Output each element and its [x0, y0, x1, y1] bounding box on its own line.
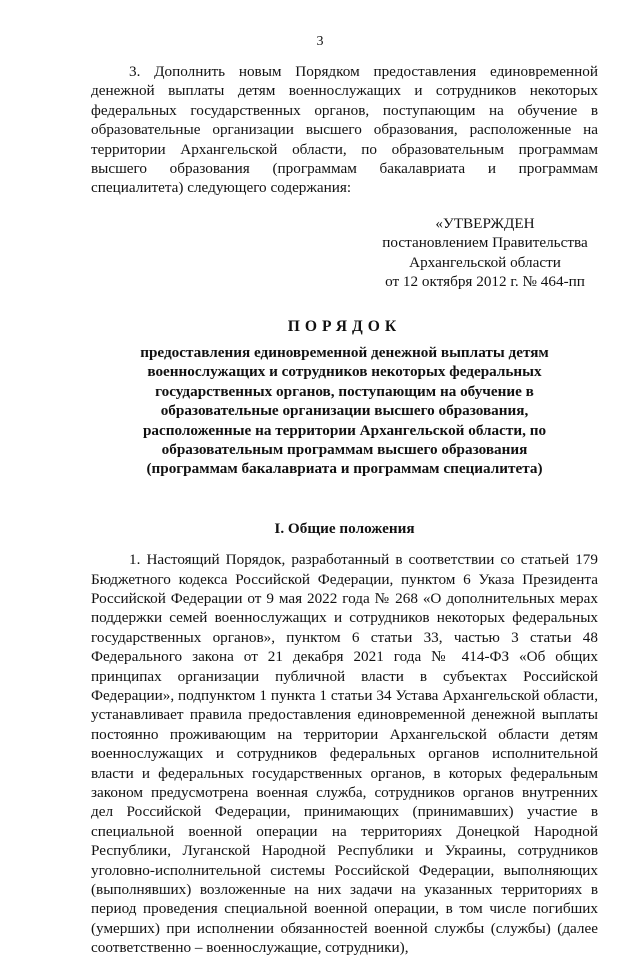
section-heading: I. Общие положения [274, 519, 415, 537]
section-paragraph: 1. Настоящий Порядок, разработанный в соответствии со статьей 179 Бюджетного кодекса Российской Федерации, пунктом 6 Указа Президента Российской Федерации от 9 мая 2022 года № 268 «О дополнительных мерах поддержки семей военнослужащих и сотрудников некоторых федеральных государственных органов», пунктом 6 статьи 33, частью 3 статьи 48 Федерального закона от 21 декабря 2021 года № 414-ФЗ «Об общих принципах организации публичной власти в субъектах Российской Федерации», подпунктом 1 пункта 1 статьи 34 Устава Архангельской области, устанавливает правила предоставления единовременной денежной выплаты постоянно проживающим на территории Архангельской области детям военнослужащих и сотрудников федеральных органов исполнительной власти и федеральных государственных органов, в которых федеральным законом предусмотрена военная служба, сотрудников органов внутренних дел Российской Федерации, принимающих (принимавших) участие в специальной военной операции на территориях Донецкой Народной Республики, Луганской Народной Республики и Украины, сотрудников уголовно-исполнительной системы Российской Федерации, выполняющих (выполнявших) возложенные на них задачи на указанных территориях в период проведения специальной военной операции, в том числе погибших (умерших) при исполнении обязанностей военной службы (службы) (далее соответственно – военнослужащие, сотрудники), [91, 551, 598, 957]
approval-line-approved: «УТВЕРЖДЕН [435, 214, 535, 232]
document-title: ПОРЯДОК [287, 318, 402, 336]
approval-line-region: Архангельской области [409, 253, 561, 271]
approval-block [91, 214, 598, 292]
intro-paragraph: 3. Дополнить новым Порядком предоставления единовременной денежной выплаты детям военнослужащих и сотрудников некоторых федеральных государственных органов, поступающим на обучение в образовательные организации высшего образования, расположенные на территории Архангельской области, по образовательным программам высшего образования (программам бакалавриата и программам специалитета) следующего содержания: [91, 63, 598, 197]
page-number: 3 [316, 34, 324, 49]
approval-line-date: от 12 октября 2012 г. № 464-пп [385, 273, 585, 291]
document-subtitle: предоставления единовременной денежной выплаты детям военнослужащих и сотрудников некоторых федеральных государственных органов, поступающим на обучение в образовательные организации высшего образования, расположенные на территории Архангельской области, по образовательным программам высшего образования (программам бакалавриата и программам специалитета) [140, 343, 549, 478]
approval-line-resolution: постановлением Правительства [382, 234, 588, 252]
document-body [91, 62, 598, 958]
